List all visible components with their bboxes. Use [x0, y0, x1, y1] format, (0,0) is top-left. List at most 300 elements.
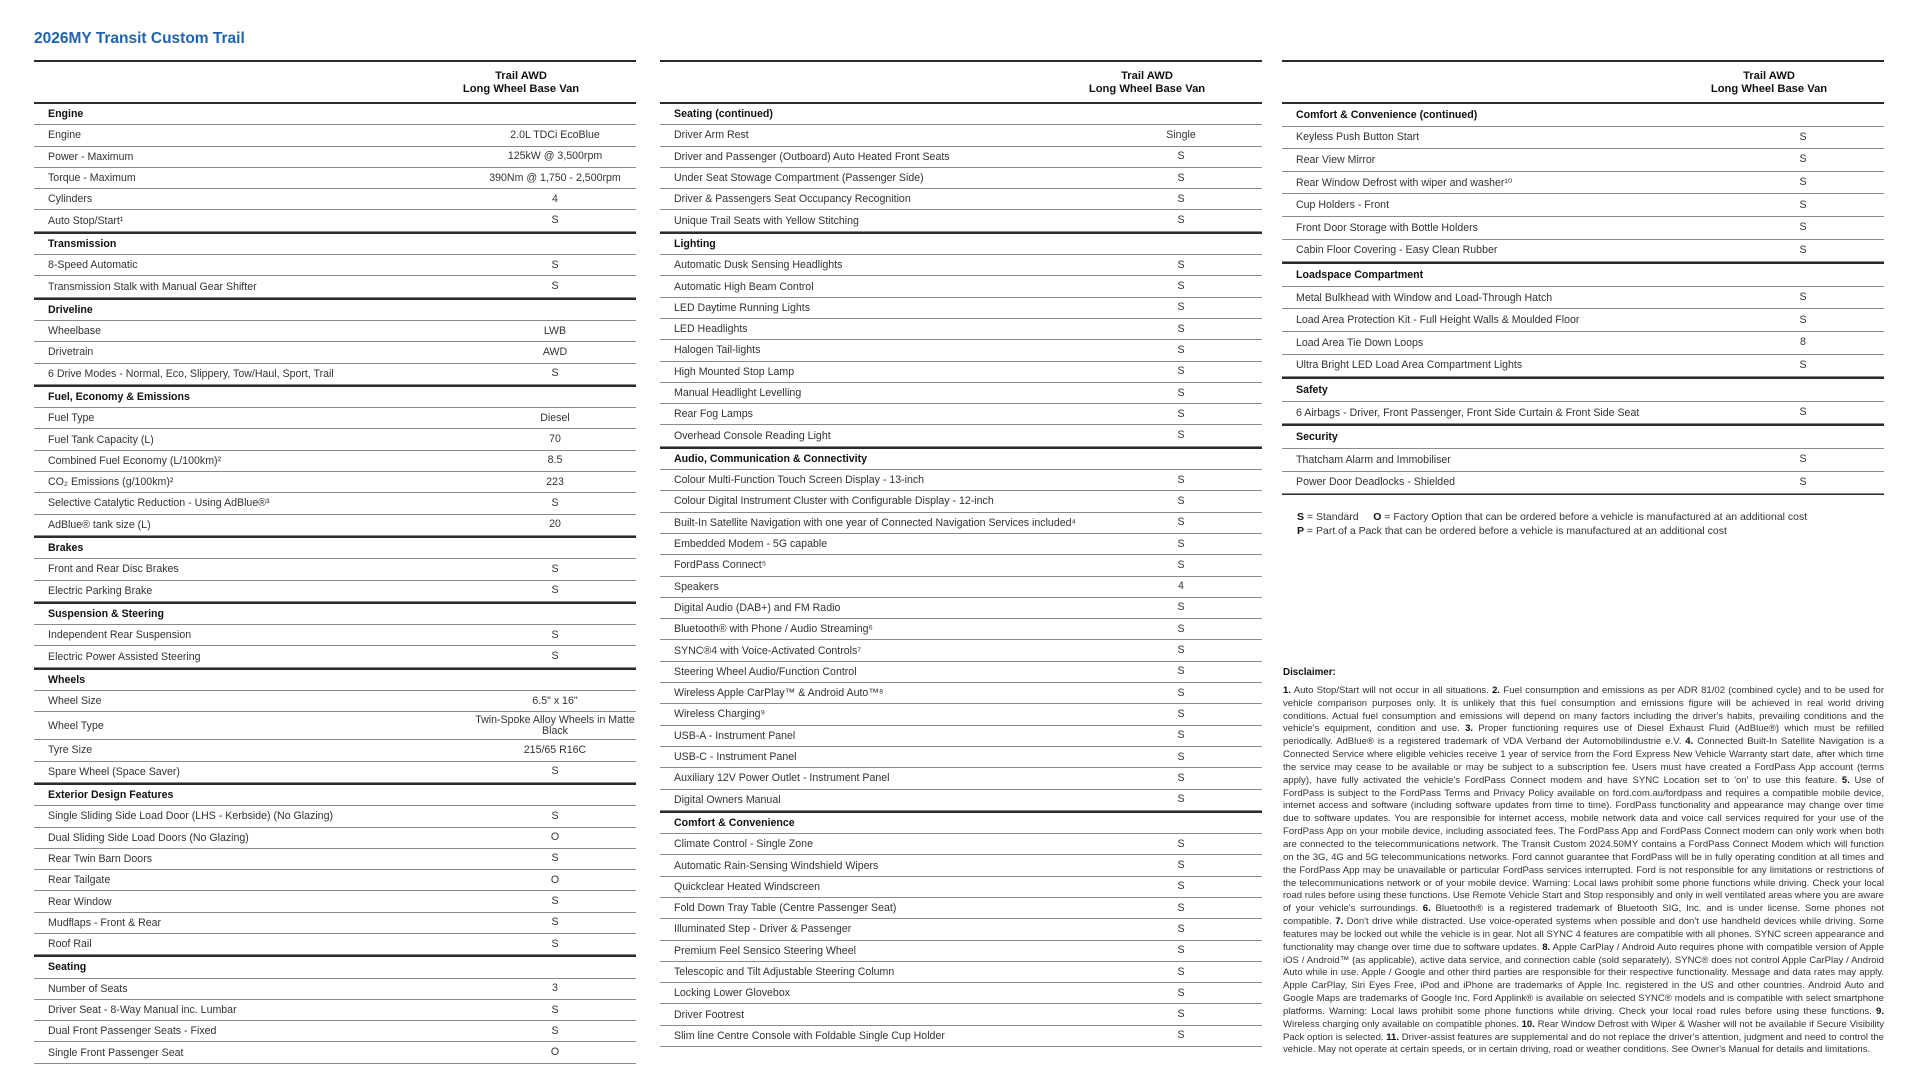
table-row — [34, 189, 636, 210]
feature-value: S — [1177, 558, 1185, 571]
table-row — [34, 125, 636, 146]
feature-label: Locking Lower Glovebox — [674, 987, 791, 1000]
feature-value: S — [1177, 601, 1185, 614]
column-header-label — [1067, 70, 1227, 96]
feature-label: Fuel Type — [48, 412, 95, 425]
table-row — [660, 298, 1262, 319]
feature-value: Diesel — [540, 411, 570, 424]
table-row — [34, 625, 636, 646]
table-row — [1282, 355, 1884, 378]
feature-value: S — [551, 562, 559, 575]
feature-value: S — [1799, 130, 1807, 143]
section-title: Comfort & Convenience — [674, 816, 795, 829]
table-row — [660, 276, 1262, 297]
feature-label: Rear Tailgate — [48, 874, 111, 887]
feature-value: S — [1177, 880, 1185, 893]
header-line-2: Long Wheel Base Van — [1710, 83, 1828, 95]
section-header — [1282, 262, 1884, 287]
feature-value: S — [551, 852, 559, 865]
feature-value: S — [1177, 343, 1185, 356]
disclaimer-number: 1. — [1283, 684, 1291, 696]
feature-value: S — [1177, 1008, 1185, 1021]
disclaimer-text: Proper functioning requires use of Diesel Exhaust Fluid (AdBlue®) which must be refilled periodically. AdBlue® is a registered trademark of VDA Verband der Automobilindustrie e.V. — [1283, 723, 1884, 748]
feature-label: Driver and Passenger (Outboard) Auto Heated Front Seats — [674, 150, 950, 163]
feature-value: S — [551, 650, 559, 663]
feature-label: Keyless Push Button Start — [1296, 131, 1420, 144]
section-title: Driveline — [48, 303, 93, 316]
feature-value: S — [551, 496, 559, 509]
feature-label: Bluetooth® with Phone / Audio Streaming⁶ — [674, 623, 873, 636]
feature-label: Rear Window — [48, 895, 112, 908]
feature-label: Fuel Tank Capacity (L) — [48, 433, 154, 446]
feature-value: 2.0L TDCi EcoBlue — [510, 128, 600, 141]
feature-value: S — [1799, 453, 1807, 466]
feature-value: 223 — [546, 475, 564, 488]
feature-value: S — [1177, 1029, 1185, 1042]
feature-value: Twin-Spoke Alloy Wheels in Matte Black — [475, 713, 635, 737]
feature-label: Power - Maximum — [48, 150, 134, 163]
feature-label: Automatic Dusk Sensing Headlights — [674, 259, 843, 272]
feature-label: Electric Power Assisted Steering — [48, 650, 201, 663]
feature-label: Torque - Maximum — [48, 172, 136, 185]
table-row — [660, 619, 1262, 640]
feature-label: Metal Bulkhead with Window and Load-Through Hatch — [1296, 291, 1553, 304]
feature-value: 4 — [1178, 580, 1184, 593]
feature-value: S — [1799, 176, 1807, 189]
page-title: 2026MY Transit Custom Trail — [34, 30, 245, 47]
feature-value: S — [1177, 965, 1185, 978]
feature-value: S — [1177, 322, 1185, 335]
feature-value: S — [551, 765, 559, 778]
table-row — [660, 941, 1262, 962]
table-row — [660, 404, 1262, 425]
feature-label: Rear Twin Barn Doors — [48, 852, 153, 865]
feature-value: S — [1177, 171, 1185, 184]
table-row — [660, 640, 1262, 661]
feature-value: S — [1177, 750, 1185, 763]
feature-value: 6.5" x 16" — [532, 694, 578, 707]
feature-value: S — [1177, 301, 1185, 314]
feature-value: S — [1177, 729, 1185, 742]
table-row — [34, 276, 636, 297]
feature-label: 6 Drive Modes - Normal, Eco, Slippery, Tow/Haul, Sport, Trail — [48, 367, 334, 380]
legend-line-1 — [1297, 510, 1807, 524]
feature-label: LED Headlights — [674, 323, 748, 336]
feature-value: 125kW @ 3,500rpm — [507, 150, 603, 163]
table-row — [660, 340, 1262, 361]
table-row — [1282, 217, 1884, 240]
feature-label: Rear Fog Lamps — [674, 408, 753, 421]
feature-value: S — [1799, 358, 1807, 371]
feature-label: Digital Audio (DAB+) and FM Radio — [674, 601, 841, 614]
disclaimer-number: 7. — [1335, 916, 1344, 928]
feature-label: Load Area Tie Down Loops — [1296, 336, 1424, 349]
feature-label: Colour Digital Instrument Cluster with Configurable Display - 12-inch — [674, 495, 994, 508]
feature-value: S — [1177, 622, 1185, 635]
feature-value: 4 — [552, 192, 558, 205]
feature-value: S — [1177, 771, 1185, 784]
table-row — [660, 877, 1262, 898]
section-title: Comfort & Convenience (continued) — [1296, 108, 1478, 121]
section-title: Wheels — [48, 673, 86, 686]
disclaimer-heading: Disclaimer: — [1283, 667, 1336, 678]
feature-value: O — [550, 873, 560, 886]
table-row — [34, 934, 636, 955]
section-header — [34, 104, 636, 125]
feature-label: Ultra Bright LED Load Area Compartment Lights — [1296, 359, 1523, 372]
table-row — [660, 1026, 1262, 1047]
table-row — [34, 342, 636, 363]
feature-label: Cabin Floor Covering - Easy Clean Rubber — [1296, 244, 1498, 257]
section-header — [34, 232, 636, 255]
feature-label: Mudflaps - Front & Rear — [48, 916, 162, 929]
feature-label: Built-In Satellite Navigation with one year of Connected Navigation Services included⁴ — [674, 516, 1077, 529]
table-row — [660, 726, 1262, 747]
feature-value: S — [1177, 986, 1185, 999]
feature-value: S — [1177, 365, 1185, 378]
table-row — [1282, 287, 1884, 310]
feature-value: S — [551, 1024, 559, 1037]
table-row — [660, 555, 1262, 576]
section-title: Exterior Design Features — [48, 789, 174, 802]
feature-value: 390Nm @ 1,750 - 2,500rpm — [489, 171, 621, 184]
feature-value: 3 — [552, 982, 558, 995]
feature-value: 215/65 R16C — [523, 743, 587, 756]
feature-label: CO₂ Emissions (g/100km)² — [48, 476, 174, 489]
table-row — [1282, 309, 1884, 332]
section-header — [660, 232, 1262, 255]
feature-value: O — [550, 1046, 560, 1059]
table-row — [34, 472, 636, 493]
feature-label: Dual Front Passenger Seats - Fixed — [48, 1025, 217, 1038]
feature-label: 8-Speed Automatic — [48, 259, 138, 272]
feature-label: Automatic High Beam Control — [674, 280, 814, 293]
feature-label: Driver Arm Rest — [674, 129, 749, 142]
table-row — [660, 962, 1262, 983]
feature-value: S — [551, 628, 559, 641]
feature-value: Single — [1166, 128, 1196, 141]
feature-value: S — [1177, 944, 1185, 957]
disclaimer-text: Bluetooth® is a registered trademark of Bluetooth SIG, Inc. and is under license. Some phones not compatible. — [1283, 903, 1884, 928]
section-title: Brakes — [48, 542, 84, 555]
feature-value: S — [1177, 837, 1185, 850]
legend — [1297, 510, 1807, 538]
disclaimer-text: Use of FordPass is subject to the FordPass Terms and Privacy Policy available on ford.com.au/fordpass and requires a compatible mobile device, internet access and software (including software updates from time to time). FordPass functionality and appearance may change over time due to software updates. You are responsible for internet access, mobile network data and voice call services required for your use of the FordPass App on your mobile device, including associated fees. The FordPass App and FordPass Connect modem can only work when both are connected to the telecommunications network. The Transit Custom 2024.50MY contains a FordPass Connect Modem which will function on the 3G, 4G and 5G telecommunications networks. Ford cannot guarantee that FordPass will be in fully operating condition at all times and the FordPass App may be unavailable or particular FordPass services interrupted. Ford is not responsible for any limitations or restrictions of the telecommunications network or of your mobile device. Warning: Local laws prohibit some phone functions while driving. Check your local road rules before using these functions. Use Remote Vehicle Start and Stop responsibly and only in well ventilated areas where you are aware of your vehicle's surroundings. — [1283, 774, 1884, 915]
table-row — [34, 559, 636, 580]
column-header — [660, 60, 1262, 104]
feature-label: Spare Wheel (Space Saver) — [48, 765, 180, 778]
table-row — [34, 408, 636, 429]
feature-value: S — [1177, 516, 1185, 529]
feature-value: S — [1799, 475, 1807, 488]
feature-value: S — [1177, 258, 1185, 271]
feature-value: S — [1177, 665, 1185, 678]
section-header — [34, 298, 636, 321]
feature-value: S — [551, 258, 559, 271]
disclaimer-text: Apple CarPlay / Android Auto requires phone with compatible version of Apple iOS / Android™ (as applicable), active data service, and connection cable (sold separately). SYNC® does not control Apple CarPlay / Android Auto while in use. Apple / Google and other third parties are responsible for their respective functionality. Message and data rates may apply. Apple CarPlay, Siri Eyes Free, iPod and iPhone are trademarks of Apple Inc. registered in the US and other countries. Android Auto and Google Maps are trademarks of Google Inc. Ford Applink® is available on selected SYNC® models and is compatible with select smartphone platforms. Warning: Local laws prohibit some phone functions while driving. Check your local road rules before using these functions. — [1283, 941, 1884, 1017]
feature-label: Rear Window Defrost with wiper and washer¹⁰ — [1296, 176, 1513, 189]
section-header — [34, 783, 636, 806]
section-title: Seating — [48, 961, 87, 974]
table-row — [34, 691, 636, 712]
disclaimer-text: Don't drive while distracted. Use voice-operated systems when possible and don't use handheld devices while driving. Some features may be locked out while the vehicle is in gear. Not all SYNC 4 features are compatible with all phones. SYNC screen appearance and functionality may change over time due to software updates. — [1283, 916, 1884, 953]
section-title: Seating (continued) — [674, 108, 773, 121]
disclaimer-number: 4. — [1685, 736, 1694, 748]
feature-label: Independent Rear Suspension — [48, 629, 192, 642]
table-row — [660, 189, 1262, 210]
feature-label: Rear View Mirror — [1296, 153, 1376, 166]
feature-label: Wireless Apple CarPlay™ & Android Auto™⁸ — [674, 687, 884, 700]
feature-label: Illuminated Step - Driver & Passenger — [674, 923, 852, 936]
section-header — [34, 536, 636, 559]
header-line-1: Trail AWD — [1743, 70, 1795, 82]
feature-value: S — [551, 916, 559, 929]
feature-value: S — [1177, 386, 1185, 399]
feature-label: Front and Rear Disc Brakes — [48, 563, 179, 576]
disclaimer-number: 9. — [1876, 1005, 1884, 1017]
feature-label: Speakers — [674, 580, 719, 593]
table-row — [660, 683, 1262, 704]
feature-value: S — [551, 367, 559, 380]
disclaimer — [1283, 667, 1884, 1057]
table-row — [34, 646, 636, 667]
feature-label: Thatcham Alarm and Immobiliser — [1296, 453, 1451, 466]
table-row — [1282, 149, 1884, 172]
column-header — [34, 60, 636, 104]
disclaimer-text: Auto Stop/Start will not occur in all situations. — [1290, 684, 1493, 696]
feature-label: FordPass Connect⁵ — [674, 559, 767, 572]
feature-label: Dual Sliding Side Load Doors (No Glazing) — [48, 831, 249, 844]
feature-value: S — [1799, 243, 1807, 256]
table-row — [660, 491, 1262, 512]
table-row — [34, 762, 636, 783]
section-header — [660, 811, 1262, 834]
feature-label: Unique Trail Seats with Yellow Stitching — [674, 214, 859, 227]
table-row — [1282, 402, 1884, 425]
feature-label: Climate Control - Single Zone — [674, 838, 813, 851]
feature-value: 70 — [549, 433, 561, 446]
disclaimer-number: 5. — [1841, 774, 1850, 786]
table-row — [1282, 240, 1884, 263]
table-row — [660, 662, 1262, 683]
table-row — [34, 451, 636, 472]
feature-value: S — [1177, 473, 1185, 486]
disclaimer-text: Connected Built-In Satellite Navigation is a Connected Service where eligible vehicles receive 1 year of service from the Ford Express New Vehicle Warranty start date, after which time the service may cease to be available or may be subject to a subscription fee. Users must have created a FordPass App account (terms apply), have fully activated the vehicle's FordPass Connect modem and have SYNC Location set to 'on' to use this feature. — [1283, 736, 1884, 786]
table-row — [660, 704, 1262, 725]
table-row — [1282, 172, 1884, 195]
legend-p-text: = Part of a Pack that can be ordered before a vehicle is manufactured at an additional cost — [1304, 525, 1727, 537]
feature-value: S — [1177, 707, 1185, 720]
feature-value: O — [550, 831, 560, 844]
section-title: Security — [1296, 431, 1338, 444]
feature-value: 8 — [1800, 336, 1806, 349]
feature-value: S — [1799, 198, 1807, 211]
table-row — [660, 210, 1262, 231]
feature-value: S — [551, 1003, 559, 1016]
column-header — [1282, 60, 1884, 104]
table-row — [660, 362, 1262, 383]
feature-label: Cup Holders - Front — [1296, 199, 1390, 212]
table-row — [660, 1004, 1262, 1025]
feature-value: S — [1799, 153, 1807, 166]
feature-label: Embedded Modem - 5G capable — [674, 538, 828, 551]
section-header — [1282, 424, 1884, 449]
feature-label: Driver & Passengers Seat Occupancy Recognition — [674, 193, 911, 206]
table-row — [1282, 472, 1884, 495]
table-row — [34, 255, 636, 276]
table-row — [660, 855, 1262, 876]
table-row — [660, 834, 1262, 855]
section-header — [1282, 104, 1884, 127]
table-row — [34, 321, 636, 342]
feature-value: S — [1177, 537, 1185, 550]
feature-label: LED Daytime Running Lights — [674, 301, 811, 314]
feature-value: S — [1177, 429, 1185, 442]
spec-table-column-1 — [34, 60, 636, 1064]
feature-label: Wheel Type — [48, 719, 104, 732]
section-title: Lighting — [674, 237, 716, 250]
table-row — [34, 210, 636, 231]
table-row — [34, 1042, 636, 1063]
feature-value: S — [551, 937, 559, 950]
table-row — [660, 577, 1262, 598]
table-row — [34, 849, 636, 870]
legend-o-key: O — [1373, 511, 1382, 523]
feature-value: S — [1177, 407, 1185, 420]
feature-value: S — [1799, 406, 1807, 419]
table-row — [660, 425, 1262, 446]
table-row — [34, 828, 636, 849]
feature-label: Engine — [48, 129, 81, 142]
feature-label: Slim line Centre Console with Foldable Single Cup Holder — [674, 1029, 945, 1042]
feature-value: AWD — [542, 345, 568, 358]
feature-label: Drivetrain — [48, 346, 94, 359]
feature-label: Under Seat Stowage Compartment (Passenger Side) — [674, 172, 924, 185]
feature-label: Steering Wheel Audio/Function Control — [674, 665, 857, 678]
section-title: Suspension & Steering — [48, 607, 164, 620]
feature-label: Load Area Protection Kit - Full Height Walls & Moulded Floor — [1296, 314, 1580, 327]
feature-value: S — [1177, 922, 1185, 935]
feature-label: Driver Seat - 8-Way Manual inc. Lumbar — [48, 1004, 237, 1017]
feature-label: Number of Seats — [48, 982, 128, 995]
legend-o-text: = Factory Option that can be ordered before a vehicle is manufactured at an additional cost — [1381, 511, 1808, 523]
table-row — [1282, 194, 1884, 217]
section-header — [34, 602, 636, 625]
feature-label: Auxiliary 12V Power Outlet - Instrument Panel — [674, 772, 890, 785]
section-header — [34, 955, 636, 978]
section-title: Transmission — [48, 237, 117, 250]
feature-label: Tyre Size — [48, 744, 93, 757]
feature-label: Cylinders — [48, 193, 93, 206]
feature-value: S — [1799, 221, 1807, 234]
feature-value: S — [1177, 192, 1185, 205]
feature-value: S — [551, 214, 559, 227]
section-title: Audio, Communication & Connectivity — [674, 452, 868, 465]
section-header — [34, 668, 636, 691]
feature-label: Transmission Stalk with Manual Gear Shifter — [48, 280, 257, 293]
disclaimer-body — [1283, 685, 1884, 1057]
feature-label: Overhead Console Reading Light — [674, 429, 831, 442]
legend-line-2 — [1297, 524, 1807, 538]
section-title: Loadspace Compartment — [1296, 268, 1424, 281]
table-row — [34, 147, 636, 168]
table-row — [34, 364, 636, 385]
feature-label: Front Door Storage with Bottle Holders — [1296, 221, 1478, 234]
feature-label: USB-A - Instrument Panel — [674, 729, 796, 742]
column-header-label — [441, 70, 601, 96]
feature-label: Power Door Deadlocks - Shielded — [1296, 476, 1455, 489]
header-line-2: Long Wheel Base Van — [1088, 83, 1206, 95]
table-row — [660, 898, 1262, 919]
feature-label: Halogen Tail-lights — [674, 344, 761, 357]
column-header-label — [1689, 70, 1849, 96]
table-row — [660, 470, 1262, 491]
feature-value: S — [551, 895, 559, 908]
feature-label: SYNC®4 with Voice-Activated Controls⁷ — [674, 644, 862, 657]
feature-label: Fold Down Tray Table (Centre Passenger Seat) — [674, 902, 897, 915]
table-row — [660, 747, 1262, 768]
feature-label: Driver Footrest — [674, 1008, 745, 1021]
table-row — [34, 1000, 636, 1021]
feature-label: Wheelbase — [48, 325, 101, 338]
feature-label: Auto Stop/Start¹ — [48, 214, 124, 227]
feature-label: Digital Owners Manual — [674, 793, 781, 806]
feature-label: Single Sliding Side Load Door (LHS - Kerbside) (No Glazing) — [48, 810, 333, 823]
section-header — [660, 447, 1262, 470]
table-row — [34, 581, 636, 602]
feature-value: S — [1177, 901, 1185, 914]
feature-value: S — [1177, 214, 1185, 227]
spec-table-column-3 — [1282, 60, 1884, 495]
table-row — [1282, 332, 1884, 355]
table-row — [34, 429, 636, 450]
header-line-1: Trail AWD — [1121, 70, 1173, 82]
disclaimer-number: 3. — [1465, 723, 1474, 735]
section-title: Engine — [48, 108, 84, 121]
table-row — [660, 383, 1262, 404]
table-row — [34, 712, 636, 740]
section-header — [34, 385, 636, 408]
table-end-rule — [1282, 494, 1884, 495]
feature-label: 6 Airbags - Driver, Front Passenger, Front Side Curtain & Front Side Seat — [1296, 406, 1640, 419]
feature-label: Electric Parking Brake — [48, 584, 153, 597]
table-row — [34, 1021, 636, 1042]
feature-value: S — [1177, 644, 1185, 657]
disclaimer-text: Wireless charging only available on compatible phones. — [1283, 1018, 1522, 1030]
disclaimer-text: Driver-assist features are supplemental and do not replace the driver's attention, judgment and need to control the vehicle. May not operate at certain speeds, or in certain driving, road or weather conditions. See Owner's Manual for details and limitations. — [1283, 1031, 1884, 1056]
table-row — [660, 790, 1262, 811]
legend-s-key: S — [1297, 511, 1305, 523]
table-row — [34, 515, 636, 536]
table-row — [34, 740, 636, 761]
feature-value: LWB — [543, 324, 567, 337]
feature-label: Combined Fuel Economy (L/100km)² — [48, 454, 222, 467]
section-title: Safety — [1296, 383, 1328, 396]
feature-label: Automatic Rain-Sensing Windshield Wipers — [674, 859, 879, 872]
feature-value: 8.5 — [547, 454, 563, 467]
table-row — [660, 255, 1262, 276]
feature-label: USB-C - Instrument Panel — [674, 751, 797, 764]
disclaimer-text: Fuel consumption and emissions as per ADR 81/02 (combined cycle) and to be used for vehicle comparison purposes only. It is unlikely that this fuel consumption and emissions figure will be achieved in real world driving conditions. Actual fuel consumption and emissions will depend on many factors including the driver's habits, prevailing conditions and the vehicle's equipment, condition and use. — [1283, 684, 1884, 735]
feature-label: High Mounted Stop Lamp — [674, 365, 795, 378]
feature-value: S — [1799, 291, 1807, 304]
feature-value: S — [1177, 793, 1185, 806]
table-row — [34, 913, 636, 934]
feature-label: Premium Feel Sensico Steering Wheel — [674, 944, 856, 957]
feature-value: S — [1177, 280, 1185, 293]
table-row — [660, 319, 1262, 340]
legend-p-key: P — [1297, 525, 1305, 537]
